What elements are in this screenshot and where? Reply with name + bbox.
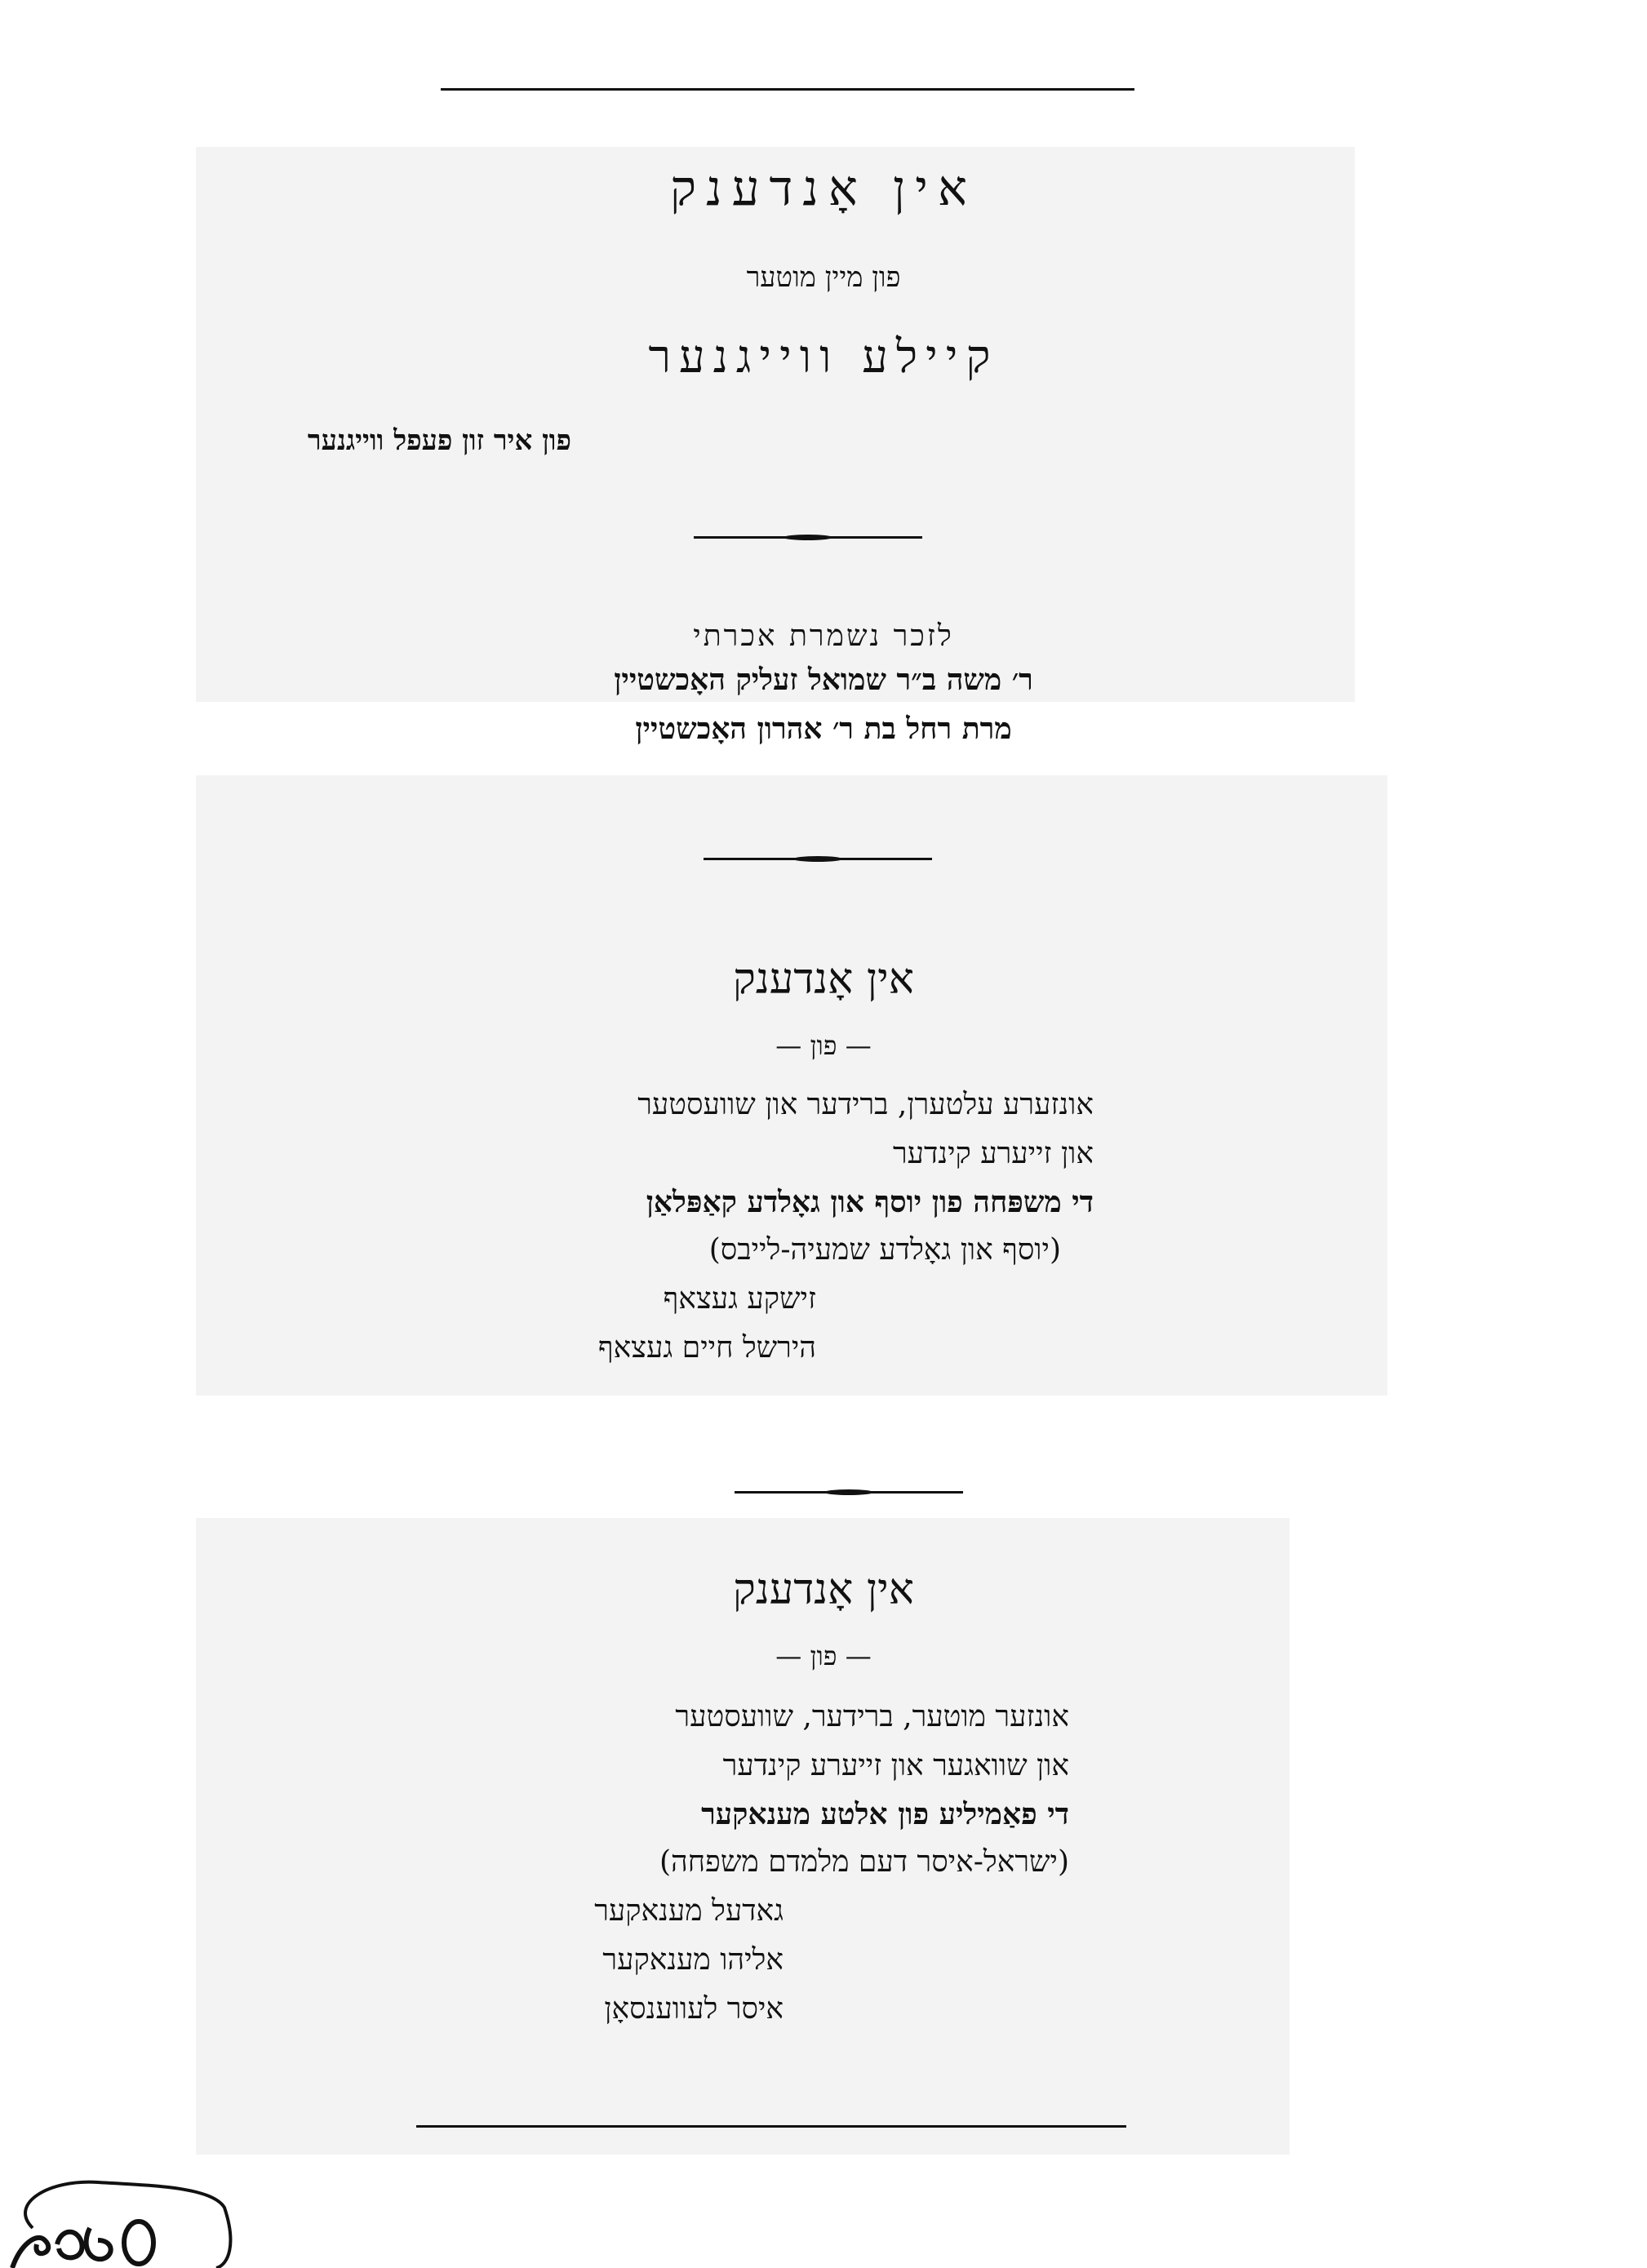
section1-subtitle: פון מיין מוטער xyxy=(746,261,901,294)
top-rule xyxy=(441,88,1134,91)
section2-line3: מרת רחל בת ר׳ אהרון האָכשטיין xyxy=(635,712,1012,746)
section3-line5: זישקע געצאף xyxy=(663,1282,816,1316)
section4-line5: גאדעל מענאקער xyxy=(594,1894,784,1928)
section2-line2: ר׳ משה ב״ר שמואל זעליק האָכשטיין xyxy=(614,663,1033,697)
section4-line2: און שוואגער און זייערע קינדער xyxy=(722,1749,1069,1782)
section3-title: אין אָנדענק xyxy=(733,955,914,1004)
section3-line1: אונזערע עלטערן, ברידער און שוועסטער xyxy=(637,1088,1094,1121)
section2-line1: לזכר נשמרת אכרתי xyxy=(693,619,954,653)
section4-line3: די פאַמיליע פון אלטע מענאקער xyxy=(701,1797,1069,1831)
section3-line2: און זייערע קינדער xyxy=(892,1137,1094,1170)
section1-title: אין אָנדענק xyxy=(669,160,978,217)
section3-line6: הירשל חיים געצאף xyxy=(597,1331,816,1365)
section4-line1: אונזער מוטער, ברידער, שוועסטער xyxy=(675,1700,1069,1733)
divider-3 xyxy=(735,1491,963,1494)
section3-line4: (יוסף און גאָלדע שמעיה-לייבס) xyxy=(708,1233,1061,1267)
divider-2 xyxy=(704,858,932,860)
section3-line3: די משפּחה פון יוסף און גאָלדע קאַפּלאַן xyxy=(646,1185,1094,1219)
section1-name: קיילע ווייגנער xyxy=(648,331,999,384)
section1-signed: פון איר זון פעפל ווייגנער xyxy=(307,424,571,457)
section4-title: אין אָנדענק xyxy=(733,1565,914,1614)
section4-line7: איסר לעווענסאָן xyxy=(604,1992,784,2026)
section4-line4: (ישראל-איסר דעם מלמדם משפחה) xyxy=(659,1845,1069,1879)
section4-from: — פון — xyxy=(775,1640,872,1671)
section3-from: — פון — xyxy=(775,1030,872,1061)
section4-line6: אליהו מענאקער xyxy=(602,1943,784,1977)
bottom-rule xyxy=(416,2125,1126,2128)
handwritten-page-number xyxy=(0,2171,245,2268)
divider-1 xyxy=(694,536,922,539)
